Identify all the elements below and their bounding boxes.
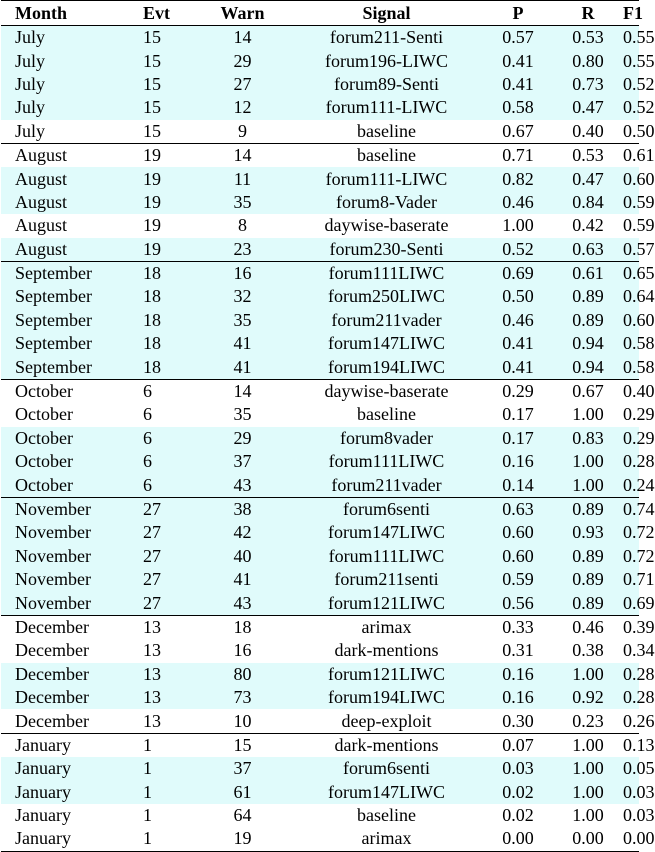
cell-evt: 13 <box>143 710 161 731</box>
cell-signal: forum89-Senti <box>290 73 483 96</box>
table-row <box>1 450 639 473</box>
cell-month: September <box>1 332 143 355</box>
cell-recall: 0.83 <box>553 427 623 450</box>
table-row <box>1 120 639 144</box>
cell-f1: 0.59 <box>623 215 655 236</box>
cell-f1: 0.58 <box>623 332 639 355</box>
cell-signal: dark-mentions <box>334 734 439 755</box>
cell-precision: 0.60 <box>483 545 553 568</box>
cell-month: August <box>1 191 143 214</box>
cell-f1: 0.29 <box>623 404 655 425</box>
cell-evt: 15 <box>143 73 195 96</box>
cell-recall: 0.46 <box>572 616 604 637</box>
cell-evt: 6 <box>143 473 195 497</box>
cell-month: August <box>15 145 68 166</box>
cell-month: October <box>1 450 143 473</box>
cell-month: October <box>15 381 73 402</box>
cell-warn: 41 <box>195 568 290 591</box>
cell-f1: 0.58 <box>623 355 639 379</box>
cell-warn: 42 <box>195 521 290 544</box>
cell-evt: 19 <box>143 238 195 262</box>
cell-precision: 0.56 <box>483 591 553 615</box>
cell-recall: 1.00 <box>553 473 623 497</box>
cell-signal: forum121LIWC <box>290 591 483 615</box>
cell-warn: 32 <box>195 285 290 308</box>
cell-precision: 0.71 <box>502 145 534 166</box>
header-warn: Warn <box>220 2 265 23</box>
table-row <box>1 733 639 757</box>
cell-warn: 80 <box>195 663 290 686</box>
cell-evt: 19 <box>143 167 195 190</box>
cell-recall: 0.89 <box>553 285 623 308</box>
cell-f1: 0.40 <box>623 381 655 402</box>
cell-precision: 0.60 <box>483 521 553 544</box>
cell-signal: arimax <box>361 616 412 637</box>
cell-signal: forum211senti <box>290 568 483 591</box>
cell-month: November <box>1 497 143 521</box>
cell-evt: 6 <box>143 450 195 473</box>
cell-f1: 0.28 <box>623 686 639 709</box>
cell-f1: 0.57 <box>623 238 639 262</box>
cell-signal: forum147LIWC <box>290 332 483 355</box>
cell-precision: 0.17 <box>483 427 553 450</box>
cell-precision: 0.57 <box>483 26 553 50</box>
cell-month: January <box>1 757 143 780</box>
table-row <box>1 545 639 568</box>
table-row <box>1 827 639 851</box>
table-row <box>1 686 639 709</box>
cell-month: July <box>15 120 46 141</box>
cell-signal: forum111LIWC <box>290 261 483 285</box>
cell-evt: 27 <box>143 568 195 591</box>
cell-evt: 27 <box>143 521 195 544</box>
cell-evt: 27 <box>143 545 195 568</box>
cell-recall: 0.53 <box>572 145 604 166</box>
cell-signal: forum211vader <box>290 473 483 497</box>
cell-warn: 43 <box>195 591 290 615</box>
table-row <box>1 591 639 615</box>
cell-evt: 13 <box>143 640 161 661</box>
cell-month: November <box>1 545 143 568</box>
cell-month: November <box>1 568 143 591</box>
cell-f1: 0.74 <box>623 497 639 521</box>
cell-evt: 15 <box>143 96 195 119</box>
cell-evt: 6 <box>143 427 195 450</box>
cell-precision: 0.02 <box>483 781 553 804</box>
cell-evt: 1 <box>143 781 195 804</box>
cell-recall: 1.00 <box>553 781 623 804</box>
cell-precision: 0.16 <box>483 686 553 709</box>
cell-signal: forum111LIWC <box>290 450 483 473</box>
cell-evt: 18 <box>143 332 195 355</box>
cell-warn: 29 <box>195 427 290 450</box>
cell-precision: 0.59 <box>483 568 553 591</box>
header-row <box>1 1 639 26</box>
table-row <box>1 663 639 686</box>
cell-recall: 1.00 <box>553 757 623 780</box>
cell-precision: 0.00 <box>502 828 534 849</box>
cell-evt: 1 <box>143 805 152 826</box>
header-evt: Evt <box>143 2 170 23</box>
cell-warn: 37 <box>195 757 290 780</box>
cell-recall: 1.00 <box>553 450 623 473</box>
header-r: R <box>581 2 595 23</box>
table-row <box>1 403 639 426</box>
table-row <box>1 427 639 450</box>
cell-f1: 0.59 <box>623 191 639 214</box>
cell-signal: daywise-baserate <box>324 215 449 236</box>
cell-warn: 15 <box>233 734 252 755</box>
cell-recall: 0.47 <box>553 167 623 190</box>
table-row <box>1 709 639 733</box>
cell-signal: forum194LIWC <box>290 355 483 379</box>
cell-signal: forum8-Vader <box>290 191 483 214</box>
cell-f1: 0.52 <box>623 73 639 96</box>
cell-month: January <box>1 781 143 804</box>
cell-precision: 0.16 <box>483 450 553 473</box>
cell-warn: 16 <box>233 640 252 661</box>
cell-precision: 0.67 <box>502 120 534 141</box>
cell-f1: 0.29 <box>623 427 639 450</box>
table-row <box>1 615 639 639</box>
table-row <box>1 781 639 804</box>
cell-precision: 0.69 <box>483 261 553 285</box>
cell-month: December <box>15 710 89 731</box>
cell-month: January <box>15 805 71 826</box>
cell-recall: 0.38 <box>572 640 604 661</box>
cell-warn: 18 <box>233 616 252 637</box>
cell-precision: 0.29 <box>502 381 534 402</box>
cell-recall: 0.00 <box>572 828 604 849</box>
table-row <box>1 261 639 285</box>
cell-recall: 0.61 <box>553 261 623 285</box>
cell-evt: 13 <box>143 663 195 686</box>
table-row <box>1 96 639 119</box>
cell-warn: 37 <box>195 450 290 473</box>
cell-precision: 0.41 <box>483 49 553 72</box>
header-signal: Signal <box>362 2 411 23</box>
cell-precision: 0.46 <box>483 309 553 332</box>
cell-warn: 61 <box>195 781 290 804</box>
cell-f1: 0.60 <box>623 309 639 332</box>
cell-month: November <box>1 591 143 615</box>
cell-signal: forum211-Senti <box>290 26 483 50</box>
cell-f1: 0.50 <box>623 120 655 141</box>
cell-recall: 1.00 <box>572 404 604 425</box>
cell-recall: 0.80 <box>553 49 623 72</box>
cell-month: July <box>1 49 143 72</box>
table-row <box>1 521 639 544</box>
results-table <box>1 0 655 852</box>
cell-precision: 0.41 <box>483 355 553 379</box>
cell-signal: forum8vader <box>290 427 483 450</box>
cell-recall: 0.53 <box>553 26 623 50</box>
cell-signal: forum230-Senti <box>290 238 483 262</box>
table-row <box>1 191 639 214</box>
cell-precision: 0.50 <box>483 285 553 308</box>
cell-f1: 0.64 <box>623 285 639 308</box>
cell-f1: 0.60 <box>623 167 639 190</box>
cell-warn: 38 <box>195 497 290 521</box>
cell-signal: forum121LIWC <box>290 663 483 686</box>
cell-recall: 0.89 <box>553 309 623 332</box>
cell-month: September <box>1 285 143 308</box>
cell-evt: 18 <box>143 355 195 379</box>
cell-signal: baseline <box>357 404 416 425</box>
cell-month: August <box>1 167 143 190</box>
table-row <box>1 757 639 780</box>
cell-signal: forum111-LIWC <box>290 96 483 119</box>
table-row <box>1 49 639 72</box>
table-row <box>1 26 639 50</box>
cell-precision: 0.63 <box>483 497 553 521</box>
cell-evt: 1 <box>143 757 195 780</box>
cell-evt: 1 <box>143 734 152 755</box>
cell-warn: 43 <box>195 473 290 497</box>
cell-f1: 0.34 <box>623 640 655 661</box>
cell-month: January <box>15 828 71 849</box>
cell-evt: 6 <box>143 404 152 425</box>
table-row <box>1 379 639 403</box>
cell-warn: 14 <box>195 26 290 50</box>
cell-precision: 0.14 <box>483 473 553 497</box>
cell-evt: 18 <box>143 309 195 332</box>
cell-warn: 29 <box>195 49 290 72</box>
cell-recall: 0.89 <box>553 568 623 591</box>
cell-warn: 12 <box>195 96 290 119</box>
cell-recall: 0.84 <box>553 191 623 214</box>
cell-evt: 15 <box>143 26 195 50</box>
cell-month: September <box>1 309 143 332</box>
cell-recall: 1.00 <box>572 734 604 755</box>
cell-precision: 0.02 <box>502 805 534 826</box>
cell-recall: 1.00 <box>572 805 604 826</box>
cell-recall: 0.94 <box>553 332 623 355</box>
cell-recall: 0.67 <box>572 381 604 402</box>
cell-warn: 14 <box>233 145 252 166</box>
cell-signal: forum111LIWC <box>290 545 483 568</box>
cell-warn: 41 <box>195 355 290 379</box>
cell-recall: 0.94 <box>553 355 623 379</box>
cell-precision: 0.58 <box>483 96 553 119</box>
cell-evt: 19 <box>143 145 161 166</box>
cell-recall: 0.47 <box>553 96 623 119</box>
cell-warn: 64 <box>233 805 252 826</box>
cell-warn: 35 <box>233 404 252 425</box>
table-row <box>1 568 639 591</box>
cell-signal: forum6senti <box>290 497 483 521</box>
cell-warn: 35 <box>195 309 290 332</box>
cell-precision: 1.00 <box>502 215 534 236</box>
cell-month: October <box>15 404 73 425</box>
cell-recall: 1.00 <box>553 663 623 686</box>
cell-month: December <box>1 663 143 686</box>
cell-signal: dark-mentions <box>334 640 439 661</box>
table-body <box>1 26 655 852</box>
cell-warn: 41 <box>195 332 290 355</box>
cell-signal: baseline <box>357 145 416 166</box>
cell-evt: 19 <box>143 191 195 214</box>
cell-warn: 27 <box>195 73 290 96</box>
cell-f1: 0.00 <box>623 828 655 849</box>
cell-evt: 13 <box>143 616 161 637</box>
cell-evt: 19 <box>143 215 161 236</box>
cell-recall: 0.89 <box>553 545 623 568</box>
cell-recall: 0.93 <box>553 521 623 544</box>
cell-precision: 0.07 <box>502 734 534 755</box>
cell-precision: 0.33 <box>502 616 534 637</box>
cell-evt: 13 <box>143 686 195 709</box>
cell-signal: forum147LIWC <box>290 781 483 804</box>
cell-precision: 0.03 <box>483 757 553 780</box>
cell-signal: forum6senti <box>290 757 483 780</box>
cell-month: August <box>15 215 68 236</box>
cell-warn: 10 <box>233 710 252 731</box>
cell-month: October <box>1 473 143 497</box>
cell-precision: 0.46 <box>483 191 553 214</box>
cell-warn: 14 <box>233 381 252 402</box>
cell-warn: 40 <box>195 545 290 568</box>
table-row <box>1 285 639 308</box>
cell-f1: 0.69 <box>623 591 639 615</box>
cell-recall: 0.42 <box>572 215 604 236</box>
cell-f1: 0.61 <box>623 145 655 166</box>
cell-signal: forum196-LIWC <box>290 49 483 72</box>
table-row <box>1 332 639 355</box>
cell-signal: forum250LIWC <box>290 285 483 308</box>
cell-signal: arimax <box>361 828 412 849</box>
cell-recall: 0.40 <box>572 120 604 141</box>
table-row <box>1 639 639 662</box>
cell-recall: 0.23 <box>572 710 604 731</box>
cell-signal: forum147LIWC <box>290 521 483 544</box>
cell-f1: 0.03 <box>623 781 639 804</box>
table-row <box>1 355 639 379</box>
cell-f1: 0.03 <box>623 805 655 826</box>
cell-month: December <box>15 616 89 637</box>
cell-precision: 0.30 <box>502 710 534 731</box>
cell-signal: baseline <box>357 805 416 826</box>
cell-recall: 0.89 <box>553 591 623 615</box>
cell-month: October <box>1 427 143 450</box>
cell-warn: 73 <box>195 686 290 709</box>
cell-month: July <box>1 26 143 50</box>
table-row <box>1 143 639 167</box>
cell-month: September <box>1 355 143 379</box>
cell-f1: 0.72 <box>623 545 639 568</box>
cell-evt: 15 <box>143 49 195 72</box>
cell-evt: 27 <box>143 591 195 615</box>
cell-warn: 8 <box>238 215 247 236</box>
header-f1: F1 <box>623 2 643 23</box>
cell-f1: 0.28 <box>623 663 639 686</box>
cell-precision: 0.31 <box>502 640 534 661</box>
cell-evt: 1 <box>143 828 152 849</box>
table-row <box>1 804 639 827</box>
table-row <box>1 309 639 332</box>
cell-month: July <box>1 73 143 96</box>
cell-precision: 0.41 <box>483 332 553 355</box>
table-row <box>1 238 639 262</box>
cell-evt: 27 <box>143 497 195 521</box>
cell-f1: 0.05 <box>623 757 639 780</box>
cell-recall: 0.89 <box>553 497 623 521</box>
cell-warn: 11 <box>195 167 290 190</box>
table-row <box>1 73 639 96</box>
cell-evt: 18 <box>143 261 195 285</box>
cell-month: August <box>1 238 143 262</box>
cell-f1: 0.72 <box>623 521 639 544</box>
cell-warn: 9 <box>238 120 247 141</box>
cell-f1: 0.52 <box>623 96 639 119</box>
cell-precision: 0.52 <box>483 238 553 262</box>
cell-signal: forum211vader <box>290 309 483 332</box>
cell-month: January <box>15 734 71 755</box>
cell-precision: 0.82 <box>483 167 553 190</box>
cell-f1: 0.24 <box>623 473 639 497</box>
table-row <box>1 214 639 237</box>
cell-month: July <box>1 96 143 119</box>
cell-warn: 23 <box>195 238 290 262</box>
cell-signal: forum111-LIWC <box>290 167 483 190</box>
cell-month: December <box>1 686 143 709</box>
cell-f1: 0.26 <box>623 710 655 731</box>
cell-month: September <box>1 261 143 285</box>
cell-f1: 0.55 <box>623 49 639 72</box>
cell-evt: 15 <box>143 120 161 141</box>
table-row <box>1 497 639 521</box>
header-month: Month <box>15 2 68 23</box>
cell-precision: 0.17 <box>502 404 534 425</box>
cell-precision: 0.16 <box>483 663 553 686</box>
cell-f1: 0.28 <box>623 450 639 473</box>
cell-precision: 0.41 <box>483 73 553 96</box>
cell-signal: daywise-baserate <box>324 381 449 402</box>
cell-evt: 18 <box>143 285 195 308</box>
cell-signal: baseline <box>357 120 416 141</box>
cell-f1: 0.55 <box>623 26 639 50</box>
header-p: P <box>512 2 524 23</box>
cell-warn: 16 <box>195 261 290 285</box>
cell-recall: 0.63 <box>553 238 623 262</box>
cell-f1: 0.65 <box>623 261 639 285</box>
table-row <box>1 473 639 497</box>
cell-recall: 0.73 <box>553 73 623 96</box>
cell-signal: deep-exploit <box>341 710 432 731</box>
table-row <box>1 167 639 190</box>
cell-signal: forum194LIWC <box>290 686 483 709</box>
cell-warn: 19 <box>233 828 252 849</box>
cell-warn: 35 <box>195 191 290 214</box>
cell-f1: 0.71 <box>623 568 639 591</box>
cell-recall: 0.92 <box>553 686 623 709</box>
cell-month: November <box>1 521 143 544</box>
cell-f1: 0.39 <box>623 616 655 637</box>
cell-month: December <box>15 640 89 661</box>
cell-evt: 6 <box>143 381 152 402</box>
cell-f1: 0.13 <box>623 734 655 755</box>
